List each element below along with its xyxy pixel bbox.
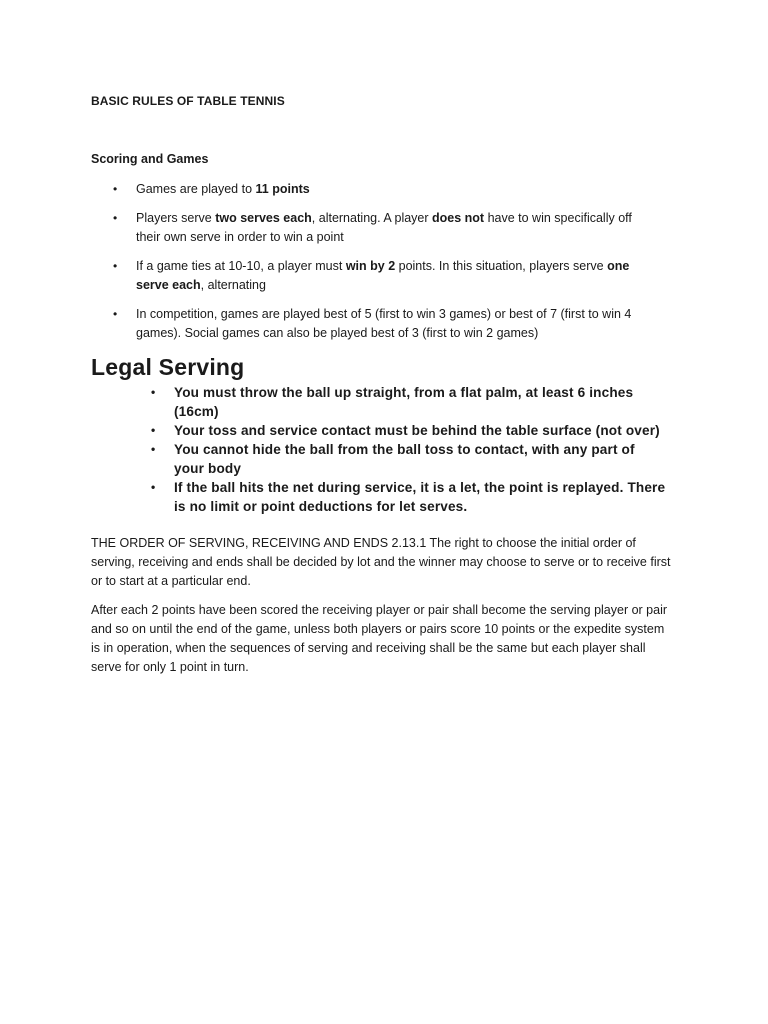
scoring-rules-list — [0, 180, 768, 353]
legal-serving-heading: Legal Serving — [91, 354, 245, 380]
scoring-rule-item: • If a game ties at 10-10, a player must win by 2 points. In this situation, players serve one serve each, alternating — [0, 257, 656, 295]
serving-rule-item: • If the ball hits the net during service, it is a let, the point is replayed. There is no limit or point deductions for let serves. — [0, 478, 668, 516]
serving-rotation-paragraph: After each 2 points have been scored the receiving player or pair shall become the serving player or pair and so on until the end of the game, unless both players or pairs score 10 points or the expedite system is in operation, when the sequences of serving and receiving shall be the same but each player shall serve for only 1 point in turn. — [91, 603, 668, 674]
scoring-rule-item: • Players serve two serves each, alternating. A player does not have to win specifically off their own serve in order to win a point — [0, 209, 656, 247]
serving-rule-item: • You cannot hide the ball from the ball toss to contact, with any part of your body — [0, 440, 668, 478]
scoring-rule-item: • Games are played to 11 points — [0, 180, 656, 199]
document-title: BASIC RULES OF TABLE TENNIS — [91, 94, 285, 108]
legal-serving-list — [0, 383, 768, 516]
serving-rule-item: • You must throw the ball up straight, from a flat palm, at least 6 inches (16cm) — [0, 383, 668, 421]
order-of-serving-paragraph: THE ORDER OF SERVING, RECEIVING AND ENDS 2.13.1 The right to choose the initial order of serving, receiving and ends shall be decided by lot and the winner may choose to serve or to receive first or to start at a particular end. — [91, 536, 671, 588]
scoring-section-heading: Scoring and Games — [91, 152, 209, 166]
scoring-rule-item: • In competition, games are played best of 5 (first to win 3 games) or best of 7 (first to win 4 games). Social games can also be played best of 3 (first to win 2 games) — [0, 305, 656, 343]
serving-rule-item: • Your toss and service contact must be behind the table surface (not over) — [0, 421, 668, 440]
